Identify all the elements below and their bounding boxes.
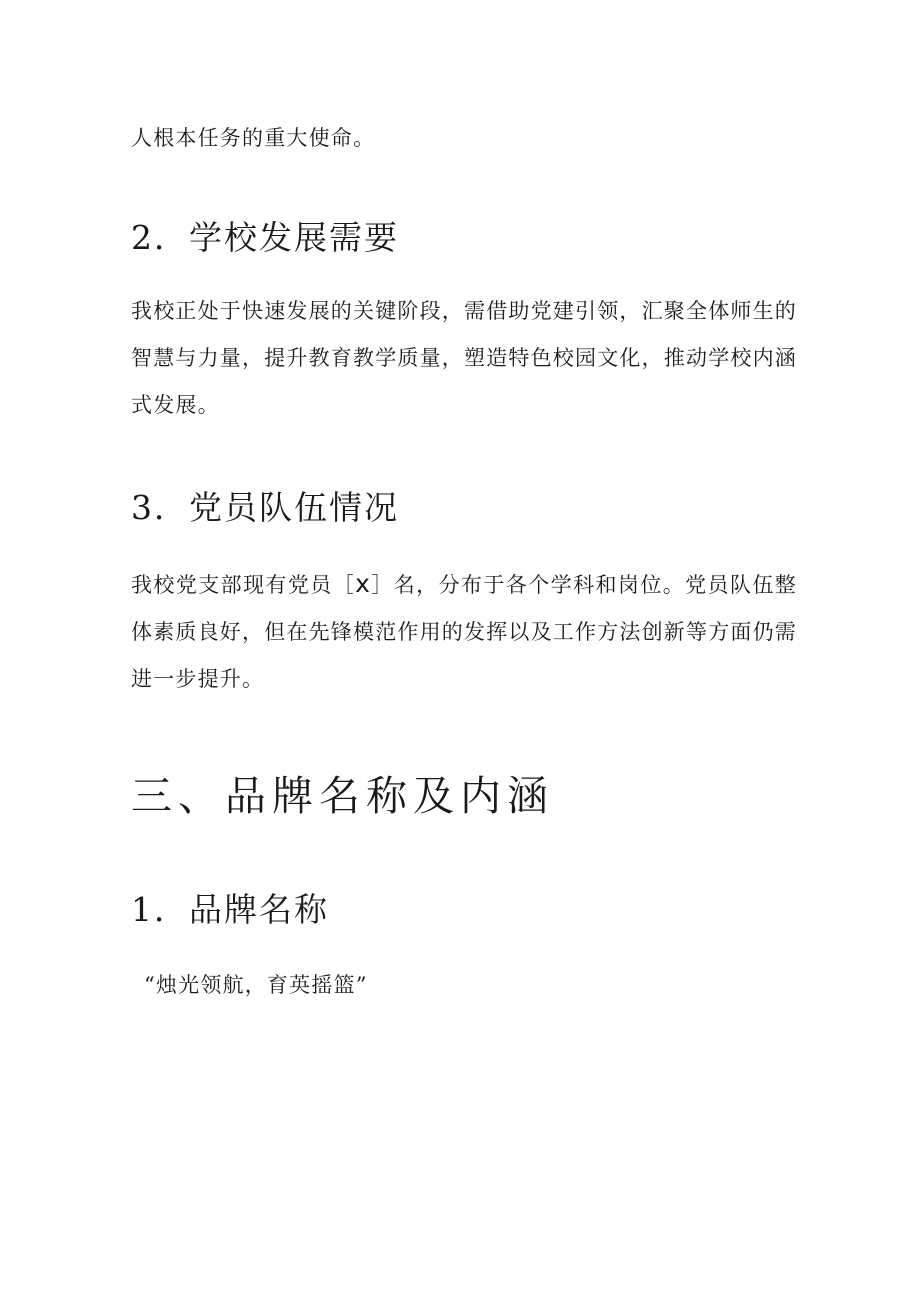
- paragraph-school-development: 我校正处于快速发展的关键阶段，需借助党建引领，汇聚全体师生的智慧与力量，提升教育教学质量，塑造特色校园文化，推动学校内涵式发展。: [131, 299, 797, 417]
- members-text-before: 我校党支部现有党员［: [131, 573, 356, 597]
- brand-name-quote: “烛光领航，育英摇篮”: [144, 973, 368, 997]
- heading-brand-name: 1．品牌名称: [131, 890, 329, 929]
- member-count-placeholder: x: [355, 569, 372, 598]
- heading-party-members: 3．党员队伍情况: [131, 488, 399, 527]
- section-title-brand: 三、品牌名称及内涵: [131, 772, 554, 820]
- members-text-after: ］名，分布于各个学科和岗位。党员队伍整体素质良好，但在先锋模范作用的发挥以及工作方法创新等方面仍需进一步提升。: [131, 573, 797, 691]
- paragraph-intro-end: 人根本任务的重大使命。: [131, 126, 376, 150]
- paragraph-party-members: [131, 560, 797, 703]
- heading-school-development: 2．学校发展需要: [131, 218, 399, 257]
